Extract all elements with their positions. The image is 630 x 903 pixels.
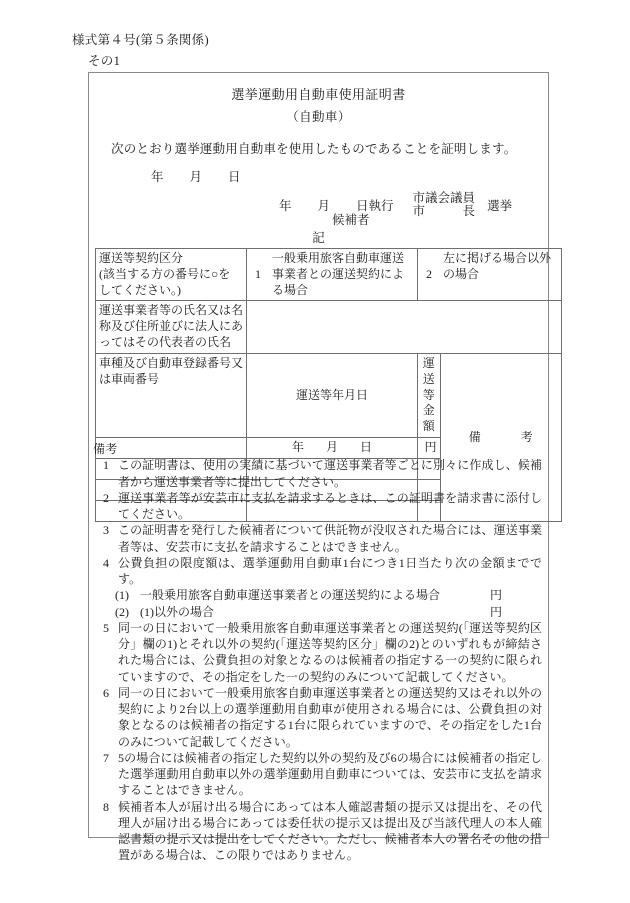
certificate-frame — [88, 72, 552, 863]
issue-date-line — [151, 167, 241, 185]
office-mayor-chief: 長 — [462, 203, 476, 218]
note-item-4 — [93, 555, 542, 588]
note-number-2: 2 — [103, 490, 109, 505]
office-mayor-city: 市 — [412, 203, 426, 218]
note-text-5: 同一の日において一般乗用旅客自動車運送事業者との運送契約(「運送等契約区分」欄の1)とそれ以外の契約(「運送等契約区分」欄の2)とのいずれもが締結された場合には、公費負担の対象となるのは候補者の指定する一の契約に限られていますので、その指定をした一の契約のみについて記載してください。 — [118, 620, 542, 684]
note-number-7: 7 — [103, 750, 109, 765]
notes-section — [93, 441, 542, 864]
transport-date-year-unit: 年 — [291, 440, 304, 455]
note-item-3 — [93, 522, 542, 555]
contract-option-1-number[interactable]: 1 — [247, 249, 270, 301]
ki-mark: 記 — [312, 231, 325, 245]
note-subitem-4-1-text: 一般乗用旅客自動車運送事業者との運送契約による場合 — [140, 588, 441, 603]
note-number-4: 4 — [103, 555, 109, 570]
form-number-label: 様式第４号(第５条関係) — [72, 33, 209, 47]
vehicle-number-label-cell: 車種及び自動車登録番号又は車両番号 — [96, 353, 247, 437]
note-item-6 — [93, 685, 542, 750]
note-text-4: 公費負担の限度額は、選挙運動用自動車1台につき1日当たり次の金額までです。 — [118, 555, 542, 586]
note-item-5 — [93, 620, 542, 685]
operator-name-label-cell: 運送事業者等の氏名又は名称及び住所並びに法人にあってはその代表者の氏名 — [96, 301, 247, 353]
document-subtitle: （自動車） — [286, 110, 351, 124]
lead-statement: 次のとおり選挙運動用自動車を使用したものであることを証明します。 — [111, 142, 517, 156]
note-item-2 — [93, 490, 542, 523]
office-mayor — [413, 205, 476, 218]
note-number-8: 8 — [103, 799, 109, 814]
note-text-8: 候補者本人が届け出る場合にあっては本人確認書類の提示又は提出を、その代理人が届け出る場合にあっては委任状の提示又は提出及び当該代理人の本人確認書類の提示又は提出をしてください。ただし、候補者本人の署名その他の措置がある場合は、この限りではありません。 — [118, 799, 542, 863]
exec-day-label: 日執行 — [356, 198, 394, 213]
contract-type-label-line2: (該当する方の番号に○を — [99, 266, 231, 281]
issue-year-label: 年 — [151, 170, 164, 184]
note-text-1: この証明書は、使用の実績に基づいて運送事業者等ごとに別々に作成し、候補者から運送事業者等に提出してください。 — [118, 458, 542, 489]
note-item-1 — [93, 457, 542, 490]
note-text-7: 5の場合には候補者の指定した契約以外の契約及び6の場合には候補者の指定した選挙運動用自動車以外の選挙運動用自動車については、安芸市に支払を請求することはできません。 — [118, 750, 542, 798]
note-item-7 — [93, 750, 542, 799]
office-type-stack — [413, 192, 476, 218]
exec-month-label: 月 — [317, 198, 331, 213]
transport-amount-header: 運送等金額 — [418, 353, 441, 437]
note-subitem-4-2-unit: 円 — [489, 604, 502, 619]
note-item-8 — [93, 799, 542, 864]
contract-option-2-text[interactable]: 左に掲げる場合以外の場合 — [440, 249, 562, 301]
note-subitem-4-2-number: (2) — [115, 604, 129, 619]
exec-year-label: 年 — [279, 198, 292, 213]
contract-option-2-number[interactable]: 2 — [418, 249, 441, 301]
note-subitem-4-2 — [93, 604, 542, 620]
issue-month-label: 月 — [189, 170, 203, 184]
note-subitem-4-2-text: (1)以外の場合 — [140, 604, 214, 619]
contract-type-label-cell — [96, 249, 247, 301]
transport-date-month-unit: 月 — [325, 440, 338, 455]
remarks-char-1: 備 — [468, 429, 481, 444]
document-title: 選挙運動用自動車使用証明書 — [231, 87, 406, 102]
note-number-3: 3 — [103, 523, 109, 538]
note-subitem-4-1-number: (1) — [115, 588, 129, 603]
note-number-1: 1 — [103, 458, 109, 473]
note-text-2: 運送事業者等が安芸市に支払を請求するときは、この証明書を請求書に添付してください。 — [118, 490, 542, 521]
contract-option-1-text[interactable]: 一般乗用旅客自動車運送事業者との運送契約による場合 — [269, 249, 418, 301]
election-execution-line — [279, 192, 512, 218]
note-subitem-4-1-unit: 円 — [489, 588, 502, 603]
table-row-vehicle-header — [96, 353, 562, 437]
note-number-6: 6 — [103, 685, 109, 700]
note-subitem-4-1 — [93, 587, 542, 603]
note-text-3: この証明書を発行した候補者について供託物が没収された場合には、運送事業者等は、安芸市に支払を請求することはできません。 — [118, 523, 542, 554]
remarks-char-2: 考 — [520, 429, 533, 444]
issue-day-label: 日 — [228, 170, 241, 184]
office-assembly-member: 市議会議員 — [412, 191, 476, 205]
note-number-5: 5 — [103, 620, 109, 635]
form-sub-number-label: その1 — [88, 54, 121, 68]
table-row-contract-type — [96, 249, 562, 301]
notes-label: 備考 — [93, 442, 118, 456]
transport-date-day-unit: 日 — [359, 440, 372, 455]
operator-name-value-cell[interactable] — [247, 301, 562, 353]
election-label: 選挙 — [487, 198, 513, 213]
contract-type-label-line3: してください。) — [99, 282, 181, 297]
transport-date-header: 運送等年月日 — [247, 353, 418, 437]
contract-type-label-line1: 運送等契約区分 — [99, 251, 184, 265]
candidate-label: 候補者 — [332, 213, 370, 227]
transport-amount-unit-cell[interactable]: 円 — [418, 438, 441, 459]
table-row-operator-name — [96, 301, 562, 353]
note-text-6: 同一の日において一般乗用旅客自動車運送事業者との運送契約又はそれ以外の契約により2台以上の選挙運動用自動車が使用される場合には、公費負担の対象となるのは候補者の指定する1台に限られていますので、その指定をした1台のみについて記載してください。 — [118, 685, 542, 749]
